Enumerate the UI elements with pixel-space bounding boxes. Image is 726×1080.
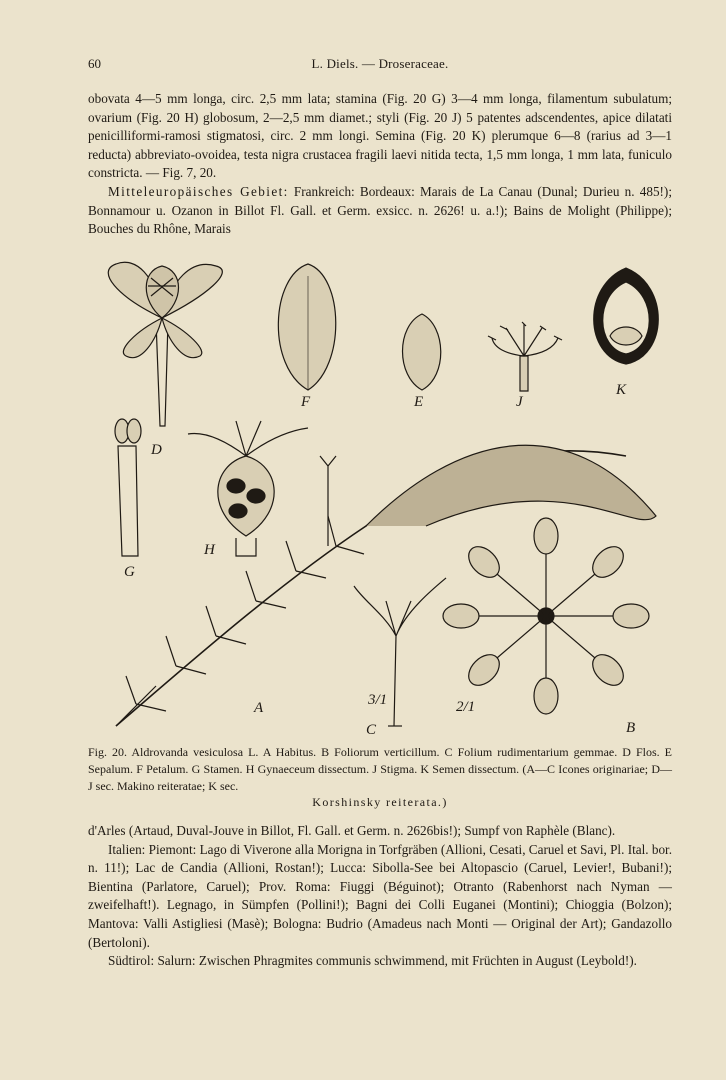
page-header: [88, 56, 672, 76]
stigma-drawing: [488, 322, 562, 391]
description-paragraph: obovata 4—5 mm longa, circ. 2,5 mm lata; stamina (Fig. 20 G) 3—4 mm longa, filamentum subulatum; ovarium (Fig. 20 H) globosum, 2—2,5 mm diamet.; styli (Fig. 20 J) 5 patentes adscendentes, apice dilatati penicilliformi-ramosi stigmatosi, circ. 2 mm longi. Semina (Fig. 20 K) plerumque 6—8 (rarius ad 3—1 reducta) abbreviato-ovoidea, testa nigra crustacea fragili laevi nitida tecta, 1,5 mm longa, 1 mm lata, funiculo constricta. — Fig. 7, 20.: [88, 91, 672, 181]
figure-illustration: [96, 256, 676, 740]
seed-drawing: [594, 268, 659, 364]
gynaeceum-drawing: [188, 421, 308, 556]
distribution-paragraph: [88, 183, 672, 239]
scale-b: 2/1: [456, 699, 476, 715]
caption-text: Fig. 20. Aldrovanda vesiculosa L. A Habitus. B Foliorum verticillum. C Folium rudimentarium gemmae. D Flos. E Sepalum. F Petalum. G Stamen. H Gynaeceum dissectum. J Stigma. K Semen dissectum. (A—C Icones originariae; D—J sec. Makino reiteratae; K sec.: [88, 745, 672, 793]
label-c: C: [366, 722, 377, 738]
distribution-text: Frankreich: Bordeaux: Marais de La Canau (Dunal; Durieu n. 485!); Bonnamour u. Ozanon in Billot Fl. Gall. et Germ. exsicc. n. 2626! u. a.!); Bains de Molight (Philippe); Bouches du Rhône, Marais: [88, 183, 672, 237]
running-head: L. Diels. — Droseraceae.: [311, 56, 449, 71]
bottom-text-block: [88, 822, 672, 971]
petal-drawing: [278, 264, 335, 390]
label-h: H: [204, 542, 215, 558]
label-d: D: [151, 442, 162, 458]
sepal-drawing: [403, 314, 441, 390]
figure-caption: [88, 744, 672, 811]
page-number: 60: [88, 56, 101, 71]
stamen-drawing: [115, 419, 141, 556]
caption-text-end: Korshinsky reiterata.): [312, 795, 448, 810]
italy-paragraph: Italien: Piemont: Lago di Viverone alla Morigna in Torfgräben (Allioni, Cesati, Caruel et Savi, Pl. Ital. bor. n. 11!); Lac de Candia (Allioni, Rostan!); Lucca: Sibolla-See bei Altopascio (Caruel, Levier!, Bubani!); Bientina (Parlatore, Caruel); Prov. Roma: Fiuggi (Béguinot); Otranto (Rabenhorst nach Nyman — zweifelhaft!). Legnago, in Sümpfen (Pollini!); Bagni dei Colli Euganei (Montini); Chioggia (Bolzon); Mantova: Valli Astigliesi (Masè); Bologna: Budrio (Amadeus nach Monti — Original der Art); Gandazollo (Bertoloni).: [88, 841, 673, 950]
france-continued-paragraph: d'Arles (Artaud, Duval-Jouve in Billot, Fl. Gall. et Germ. n. 2626bis!); Sumpf von Raphèle (Blanc).: [88, 823, 616, 838]
flower-drawing: [108, 262, 222, 426]
region-heading: Mitteleuropäisches Gebiet:: [108, 183, 289, 199]
botanical-figure: [96, 256, 676, 740]
label-k: K: [616, 382, 627, 398]
south-tyrol-paragraph: Südtirol: Salurn: Zwischen Phragmites communis schwimmend, mit Früchten in August (Leybold!).: [108, 953, 637, 969]
top-text-block: [88, 90, 672, 239]
scale-c: 3/1: [368, 692, 388, 708]
label-f: F: [301, 394, 311, 410]
label-j: J: [516, 394, 523, 410]
label-a: A: [254, 700, 264, 716]
habitus-drawing: [116, 445, 656, 726]
label-g: G: [124, 564, 135, 580]
label-b: B: [626, 720, 636, 736]
label-e: E: [414, 394, 424, 410]
leaf-whorl-drawing: [443, 518, 649, 714]
